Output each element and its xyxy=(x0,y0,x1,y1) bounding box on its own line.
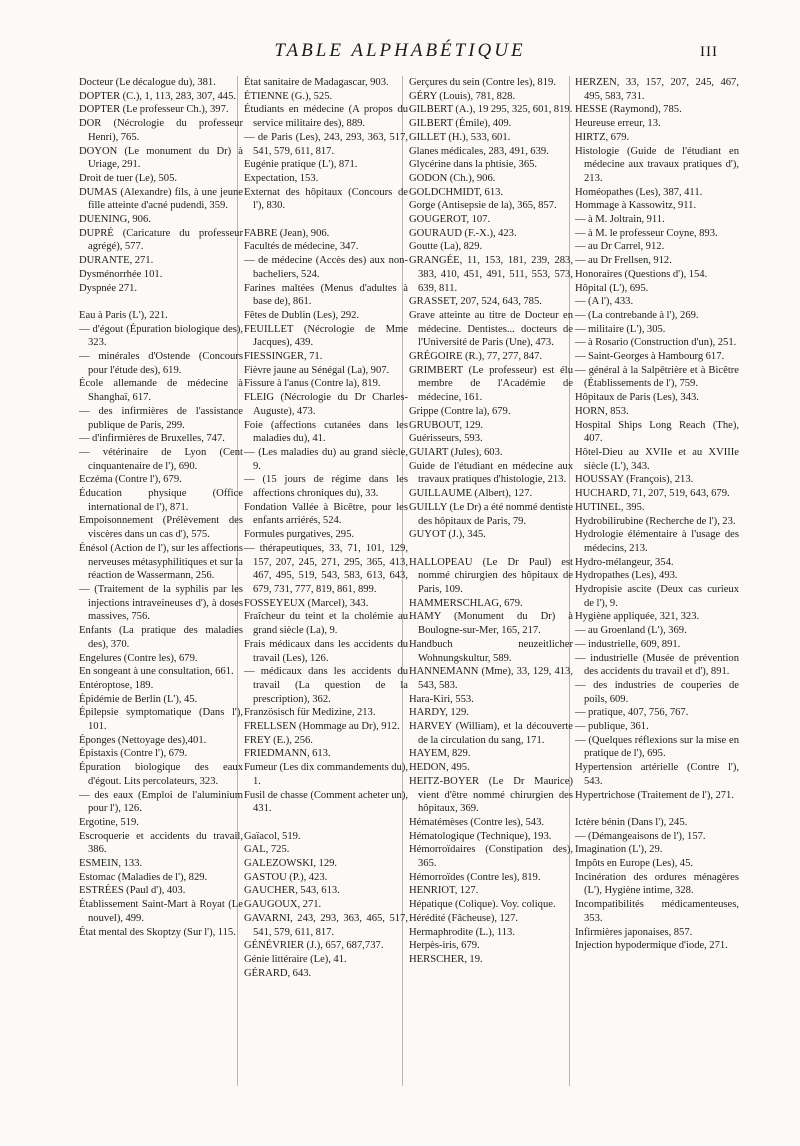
index-entry: Droit de tuer (Le), 505. xyxy=(79,172,178,184)
index-entry: Infirmières japonaises, 857. xyxy=(575,926,693,938)
index-entry: Gerçures du sein (Contre les), 819. xyxy=(409,77,556,88)
index-entry: Hépatique (Colique). Voy. colique. xyxy=(409,899,556,911)
index-entry: GRIMBERT (Le professeur) est élu membre de l'Académie de médecine, 161. xyxy=(409,364,573,404)
index-entry: DUENING, 906. xyxy=(79,214,151,226)
index-entry: Foie (affections cutanées dans les maladies du), 41. xyxy=(244,419,408,445)
index-entry: — à M. le professeur Coyne, 893. xyxy=(575,227,718,239)
index-entry: École allemande de médecine à Shanghaï, 617. xyxy=(79,378,243,404)
index-entry: HOUSSAY (François), 213. xyxy=(575,474,694,486)
index-entry: Impôts en Europe (Les), 45. xyxy=(575,858,694,870)
index-entry: HEITZ-BOYER (Le Dr Maurice) vient d'être nommé chirurgien des hôpitaux, 369. xyxy=(409,775,573,815)
section-gap xyxy=(244,213,408,227)
index-entry: GUYOT (J.), 345. xyxy=(409,529,486,541)
index-entry: Hospital Ships Long Reach (The), 407. xyxy=(575,419,739,445)
index-entry: — des eaux (Emploi de l'aluminium pour l'), 126. xyxy=(79,789,243,815)
index-entry: GÉNÉVRIER (J.), 657, 687,737. xyxy=(244,940,384,952)
index-entry: Établissement Saint-Mart à Royat (Le nouvel), 499. xyxy=(79,899,243,924)
index-entry: GAVARNI, 243, 293, 363, 465, 517, 541, 579, 611, 817. xyxy=(244,912,408,938)
index-entry: HENRIOT, 127. xyxy=(409,885,479,897)
index-entry: Épilepsie symptomatique (Dans l'), 101. xyxy=(79,707,243,733)
index-entry: Entéroptose, 189. xyxy=(79,679,154,691)
index-entry: Énésol (Action de l'), sur les affections nerveuses métasyphilitiques et sur la réaction de Wassermann, 256. xyxy=(79,542,243,582)
index-entry: HUTINEL, 395. xyxy=(575,501,645,513)
index-entry: DUMAS (Alexandre) fils, à une jeune fille atteinte d'acné pudendi, 359. xyxy=(79,186,243,212)
index-entry: HARVEY (William), et la découverte de la circulation du sang, 171. xyxy=(409,721,573,746)
index-entry: HAYEM, 829. xyxy=(409,748,471,760)
index-entry: HERZEN, 33, 157, 207, 245, 467, 495, 583, 731. xyxy=(575,77,739,102)
index-entry: — au Dr Carrel, 912. xyxy=(575,241,665,253)
index-entry: Épistaxis (Contre l'), 679. xyxy=(79,748,188,760)
index-entry: Hommage à Kassowitz, 911. xyxy=(575,200,697,212)
index-entry: GRANGÉE, 11, 153, 181, 239, 283, 383, 410, 451, 491, 511, 553, 573, 639, 811. xyxy=(409,255,573,294)
index-entry: Hôpital (L'), 695. xyxy=(575,282,649,294)
index-entry: — des industries de couperies de poils, 609. xyxy=(575,679,739,705)
index-entry: HEDON, 495. xyxy=(409,762,470,774)
index-entry: — (Démangeaisons de l'), 157. xyxy=(575,830,706,842)
index-entry: Hôtel-Dieu au XVIIe et au XVIIIe siècle (L'), 343. xyxy=(575,446,739,472)
index-entry: Formules purgatives, 295. xyxy=(244,529,355,541)
index-entry: ÉTIENNE (G.), 525. xyxy=(244,90,333,102)
index-entry: Goutte (La), 829. xyxy=(409,241,483,253)
index-entry: — thérapeutiques, 33, 71, 101, 129, 157, 207, 245, 271, 295, 365, 413, 467, 495, 519, 543, 583, 613, 643, 679, 731, 777, 819, 861, 899. xyxy=(244,542,408,595)
index-entry: Hara-Kiri, 553. xyxy=(409,693,474,705)
index-column-3 xyxy=(409,76,573,967)
index-entry: — industrielle (Musée de prévention des accidents du travail et d'), 891. xyxy=(575,652,739,678)
index-entry: GRÉGOIRE (R.), 77, 277, 847. xyxy=(409,351,543,363)
running-title: TABLE ALPHABÉTIQUE xyxy=(274,40,526,61)
index-entry: Eugénie pratique (L'), 871. xyxy=(244,159,358,171)
index-entry: Estomac (Maladies de l'), 829. xyxy=(79,871,208,883)
index-entry: Fusil de chasse (Comment acheter un), 431. xyxy=(244,789,408,815)
index-entry: Incompatibilités médicamenteuses, 353. xyxy=(575,899,739,924)
index-entry: Empoisonnement (Prélèvement des viscères dans un cas d'), 575. xyxy=(79,515,243,541)
index-entry: HUCHARD, 71, 207, 519, 643, 679. xyxy=(575,488,730,500)
index-entry: DOYON (Le monument du Dr) à Uriage, 291. xyxy=(79,145,243,171)
index-entry: DOR (Nécrologie du professeur Henri), 765. xyxy=(79,118,243,143)
index-entry: Fissure à l'anus (Contre la), 819. xyxy=(244,378,381,390)
index-entry: Glanes médicales, 283, 491, 639. xyxy=(409,145,549,157)
index-entry: FOSSEYEUX (Marcel), 343. xyxy=(244,597,369,609)
index-entry: Guérisseurs, 593. xyxy=(409,433,483,445)
index-entry: GUILLY (Le Dr) a été nommé dentiste des hôpitaux de Paris, 79. xyxy=(409,501,573,527)
index-entry: Eau à Paris (L'), 221. xyxy=(79,309,168,321)
index-entry: Fêtes de Dublin (Les), 292. xyxy=(244,309,360,321)
index-entry: GOUGEROT, 107. xyxy=(409,214,491,226)
section-gap xyxy=(79,295,243,309)
index-entry: Incinération des ordures ménagères (L'), Hygiène intime, 328. xyxy=(575,871,739,897)
index-entry: GAUCHER, 543, 613. xyxy=(244,885,340,897)
index-entry: — pratique, 407, 756, 767. xyxy=(575,707,689,719)
index-entry: Hydrobilirubine (Recherche de l'), 23. xyxy=(575,515,736,527)
index-entry: GILBERT (Émile), 409. xyxy=(409,118,512,130)
index-entry: HAMMERSCHLAG, 679. xyxy=(409,597,523,609)
index-entry: Étudiants en médecine (A propos du service militaire des), 889. xyxy=(244,104,408,130)
index-entry: — vétérinaire de Lyon (Cent cinquantenaire de l'), 690. xyxy=(79,446,243,472)
index-entry: HIRTZ, 679. xyxy=(575,131,630,143)
index-entry: — Saint-Georges à Hambourg 617. xyxy=(575,351,725,363)
index-entry: GRUBOUT, 129. xyxy=(409,419,484,431)
page-number: III xyxy=(700,44,718,60)
index-entry: Hydro-mélangeur, 354. xyxy=(575,556,674,568)
index-entry: Facultés de médecine, 347. xyxy=(244,241,359,253)
index-entry: Hydropisie ascite (Deux cas curieux de l'), 9. xyxy=(575,584,739,609)
index-entry: Hématologique (Technique), 193. xyxy=(409,830,552,842)
index-entry: Herpès-iris, 679. xyxy=(409,940,480,952)
index-entry: Escroquerie et accidents du travail, 386. xyxy=(79,830,243,856)
index-entry: Hématémèses (Contre les), 543. xyxy=(409,816,545,828)
index-entry: Docteur (Le décalogue du), 381. xyxy=(79,77,216,88)
index-entry: HALLOPEAU (Le Dr Paul) est nommé chirurgien des hôpitaux de Paris, 109. xyxy=(409,556,573,595)
index-entry: FABRE (Jean), 906. xyxy=(244,227,330,239)
index-entry: DOPTER (C.), 1, 113, 283, 307, 445. xyxy=(79,90,237,102)
section-gap xyxy=(409,542,573,556)
index-entry: FRIEDMANN, 613. xyxy=(244,748,331,760)
index-entry: Hygiène appliquée, 321, 323. xyxy=(575,611,700,623)
index-entry: — (Quelques réflexions sur la mise en pratique de l'), 695. xyxy=(575,734,739,760)
index-entry: Grave atteinte au titre de Docteur en médecine. Dentistes... docteurs de l'Université de Paris (Une), 473. xyxy=(409,309,573,349)
index-entry: — au Groenland (L'), 369. xyxy=(575,625,687,637)
index-entry: — au Dr Frellsen, 912. xyxy=(575,255,672,267)
index-entry: — industrielle, 609, 891. xyxy=(575,638,681,650)
index-entry: Enfants (La pratique des maladies des), 370. xyxy=(79,625,243,650)
index-entry: Injection hypodermique d'iode, 271. xyxy=(575,940,728,952)
index-entry: État sanitaire de Madagascar, 903. xyxy=(244,77,389,88)
index-entry: — à M. Joltrain, 911. xyxy=(575,214,665,226)
index-entry: GILBERT (A.), 19 295, 325, 601, 819. xyxy=(409,104,573,116)
index-entry: GÉRY (Louis), 781, 828. xyxy=(409,90,516,102)
index-entry: Externat des hôpitaux (Concours de l'), 830. xyxy=(244,186,408,212)
index-entry: DUPRÉ (Caricature du professeur agrégé), 577. xyxy=(79,227,243,253)
index-entry: FRELLSEN (Hommage au Dr), 912. xyxy=(244,721,400,733)
index-entry: GASTOU (P.), 423. xyxy=(244,871,328,883)
index-entry: Hôpitaux de Paris (Les), 343. xyxy=(575,392,699,404)
index-entry: Fièvre jaune au Sénégal (La), 907. xyxy=(244,364,390,376)
index-entry: En songeant à une consultation, 661. xyxy=(79,666,234,678)
index-entry: GRASSET, 207, 524, 643, 785. xyxy=(409,296,542,308)
index-entry: Französisch für Medizine, 213. xyxy=(244,707,376,719)
index-entry: — publique, 361. xyxy=(575,721,649,733)
index-entry: Hydropathes (Les), 493. xyxy=(575,570,678,582)
index-entry: — (La contrebande à l'), 269. xyxy=(575,309,699,321)
index-entry: État mental des Skoptzy (Sur l'), 115. xyxy=(79,926,236,938)
index-entry: Expectation, 153. xyxy=(244,172,319,184)
index-entry: GALEZOWSKI, 129. xyxy=(244,858,338,870)
index-entry: HESSE (Raymond), 785. xyxy=(575,104,682,116)
index-entry: GUIART (Jules), 603. xyxy=(409,446,503,458)
index-entry: Hypertension artérielle (Contre l'), 543. xyxy=(575,762,739,787)
index-entry: Eczéma (Contre l'), 679. xyxy=(79,474,182,486)
index-entry: Farines maltées (Menus d'adultes à base de), 861. xyxy=(244,282,408,308)
index-column-1 xyxy=(79,76,243,939)
index-entry: — (Les maladies du) au grand siècle, 9. xyxy=(244,446,408,472)
index-entry: Dysménorrhée 101. xyxy=(79,268,163,280)
index-entry: GAL, 725. xyxy=(244,844,290,856)
index-entry: Épidémie de Berlin (L'), 45. xyxy=(79,693,198,705)
section-gap xyxy=(244,816,408,830)
index-entry: GUILLAUME (Albert), 127. xyxy=(409,488,533,500)
index-entry: — à Rosario (Construction d'un), 251. xyxy=(575,337,737,349)
index-entry: — militaire (L'), 305. xyxy=(575,323,666,335)
index-entry: DURANTE, 271. xyxy=(79,255,154,267)
index-entry: GILLET (H.), 533, 601. xyxy=(409,131,511,143)
index-entry: Honoraires (Questions d'), 154. xyxy=(575,268,708,280)
index-entry: — (15 jours de régime dans les affections chroniques du), 33. xyxy=(244,474,408,500)
index-entry: HAMY (Monument du Dr) à Boulogne-sur-Mer, 165, 217. xyxy=(409,611,573,637)
index-entry: Heureuse erreur, 13. xyxy=(575,118,661,130)
index-entry: Éponges (Nettoyage des),401. xyxy=(79,734,207,746)
index-entry: Hydrologie élémentaire à l'usage des médecins, 213. xyxy=(575,529,739,554)
index-column-2 xyxy=(244,76,408,980)
index-entry: Homéopathes (Les), 387, 411. xyxy=(575,186,703,198)
index-entry: Histologie (Guide de l'étudiant en médecine aux travaux pratiques d'), 213. xyxy=(575,145,739,184)
index-entry: — de Paris (Les), 243, 293, 363, 517, 541, 579, 611, 817. xyxy=(244,131,408,157)
index-entry: HARDY, 129. xyxy=(409,707,469,719)
index-entry: — de médecine (Accès des) aux non-bacheliers, 524. xyxy=(244,255,408,280)
index-entry: Éducation physique (Office international de l'), 871. xyxy=(79,488,243,513)
index-entry: HORN, 853. xyxy=(575,405,629,417)
section-gap xyxy=(575,802,739,816)
index-entry: — d'infirmières de Bruxelles, 747. xyxy=(79,433,225,445)
index-entry: FLEIG (Nécrologie du Dr Charles-Auguste), 473. xyxy=(244,392,408,417)
index-entry: Hémorroïdes (Contre les), 819. xyxy=(409,871,541,883)
index-entry: Grippe (Contre la), 679. xyxy=(409,405,511,417)
index-entry: FREY (E.), 256. xyxy=(244,734,313,746)
index-entry: ESTRÉES (Paul d'), 403. xyxy=(79,885,186,897)
index-entry: Hypertrichose (Traitement de l'), 271. xyxy=(575,789,734,801)
index-entry: Fumeur (Les dix commandements du), 1. xyxy=(244,762,408,787)
index-entry: GÉRARD, 643. xyxy=(244,967,312,979)
index-entry: Ictère bénin (Dans l'), 245. xyxy=(575,816,688,828)
index-entry: GODON (Ch.), 906. xyxy=(409,172,496,184)
index-entry: HANNEMANN (Mme), 33, 129, 413, 543, 583. xyxy=(409,666,573,691)
index-entry: Glycérine dans la phtisie, 365. xyxy=(409,159,538,171)
index-entry: — minérales d'Ostende (Concours pour l'étude des), 619. xyxy=(79,351,243,376)
index-entry: HERSCHER, 19. xyxy=(409,953,483,965)
index-entry: Hémorroïdaires (Constipation des), 365. xyxy=(409,844,573,870)
index-entry: Frais médicaux dans les accidents du travail (Les), 126. xyxy=(244,638,408,664)
index-entry: Hermaphrodite (L.), 113. xyxy=(409,926,515,938)
index-entry: Engelures (Contre les), 679. xyxy=(79,652,198,664)
index-entry: Gaïacol, 519. xyxy=(244,830,301,842)
index-entry: DOPTER (Le professeur Ch.), 397. xyxy=(79,104,229,116)
index-entry: Hérédité (Fâcheuse), 127. xyxy=(409,912,519,924)
index-entry: — général à la Salpêtrière et à Bicêtre (Établissements de l'), 759. xyxy=(575,364,739,390)
index-entry: ESMEIN, 133. xyxy=(79,858,143,870)
index-entry: Ergotine, 519. xyxy=(79,816,139,828)
index-entry: GOURAUD (F.-X.), 423. xyxy=(409,227,517,239)
index-entry: Imagination (L'), 29. xyxy=(575,844,663,856)
index-entry: Guide de l'étudiant en médecine aux travaux pratiques d'histologie, 213. xyxy=(409,460,573,486)
index-entry: Fraîcheur du teint et la cholémie au grand siècle (La), 9. xyxy=(244,611,408,637)
index-entry: Handbuch neuzeitlicher Wohnungskultur, 589. xyxy=(409,638,573,664)
index-entry: GAUGOUX, 271. xyxy=(244,899,322,911)
index-entry: Fondation Vallée à Bicêtre, pour les enfants arriérés, 524. xyxy=(244,501,408,527)
index-entry: — médicaux dans les accidents du travail (La question de la prescription), 362. xyxy=(244,666,408,705)
index-entry: FIESSINGER, 71. xyxy=(244,351,323,363)
index-entry: FEUILLET (Nécrologie de Mme Jacques), 439. xyxy=(244,323,408,349)
index-entry: GOLDCHMIDT, 613. xyxy=(409,186,504,198)
index-entry: Dyspnée 271. xyxy=(79,282,138,294)
index-entry: — des infirmières de l'assistance publique de Paris, 299. xyxy=(79,405,243,431)
index-entry: Génie littéraire (Le), 41. xyxy=(244,953,347,965)
index-entry: — (A l'), 433. xyxy=(575,296,634,308)
index-entry: Épuration biologique des eaux d'égout. Lits percolateurs, 323. xyxy=(79,762,243,787)
index-entry: — d'égout (Épuration biologique des), 323. xyxy=(79,323,243,349)
index-entry: — (Traitement de la syphilis par les injections intraveineuses d'), à doses massives, 756. xyxy=(79,584,243,623)
index-entry: Gorge (Antisepsie de la), 365, 857. xyxy=(409,200,557,212)
index-column-4 xyxy=(575,76,739,953)
